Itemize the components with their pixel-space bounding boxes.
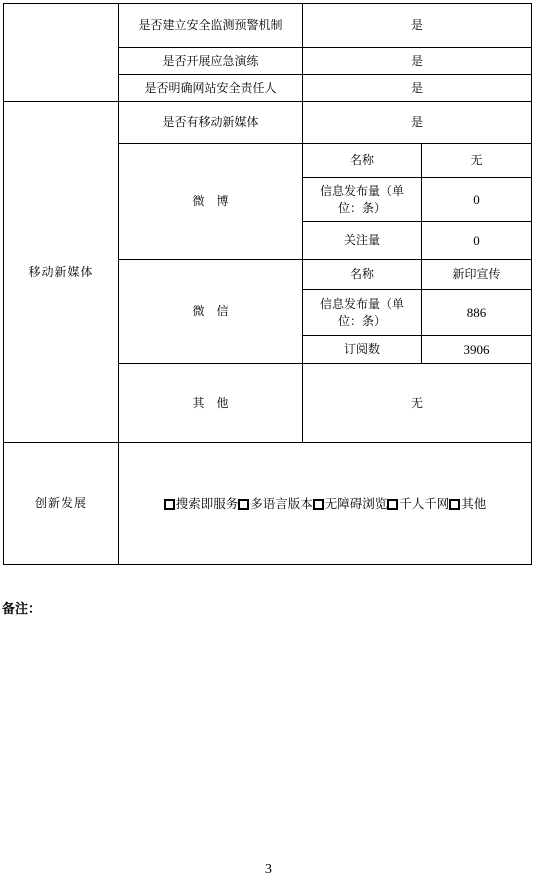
checkbox[interactable] <box>313 499 324 510</box>
weibo-posts-value: 0 <box>422 178 532 222</box>
wechat-name-label: 名称 <box>303 260 422 290</box>
row-label: 是否有移动新媒体 <box>119 102 303 144</box>
row-label: 是否建立安全监测预警机制 <box>119 4 303 48</box>
other-value: 无 <box>303 364 532 443</box>
wechat-posts-label: 信息发布量（单位：条） <box>303 290 422 336</box>
wechat-subs-value: 3906 <box>422 336 532 364</box>
wechat-label: 微 信 <box>119 260 303 364</box>
other-label: 其 他 <box>119 364 303 443</box>
weibo-posts-label: 信息发布量（单位：条） <box>303 178 422 222</box>
row-label: 是否开展应急演练 <box>119 48 303 75</box>
innovation-label: 创新发展 <box>4 443 119 565</box>
row-value: 是 <box>303 102 532 144</box>
option-other[interactable]: 其他 <box>449 496 486 511</box>
weibo-label: 微 博 <box>119 144 303 260</box>
checkbox[interactable] <box>387 499 398 510</box>
innovation-options <box>119 443 532 565</box>
media-section-label: 移动新媒体 <box>4 102 119 443</box>
empty-category-cell <box>4 4 119 102</box>
option-accessibility[interactable]: 无障碍浏览 <box>313 496 388 511</box>
row-value: 是 <box>303 48 532 75</box>
option-personalized[interactable]: 千人千网 <box>387 496 449 511</box>
info-table <box>3 3 532 565</box>
remark-label: 备注： <box>2 602 42 617</box>
wechat-subs-label: 订阅数 <box>303 336 422 364</box>
row-value: 是 <box>303 4 532 48</box>
page-number: 3 <box>265 862 272 877</box>
checkbox[interactable] <box>238 499 249 510</box>
row-value: 是 <box>303 75 532 102</box>
wechat-posts-value: 886 <box>422 290 532 336</box>
table-row <box>4 102 532 144</box>
option-multilingual[interactable]: 多语言版本 <box>238 496 313 511</box>
checkbox[interactable] <box>449 499 460 510</box>
table-row <box>4 443 532 565</box>
weibo-follow-value: 0 <box>422 222 532 260</box>
checkbox[interactable] <box>164 499 175 510</box>
row-label: 是否明确网站安全责任人 <box>119 75 303 102</box>
option-search-service[interactable]: 搜索即服务 <box>164 496 239 511</box>
wechat-name-value: 新印宣传 <box>422 260 532 290</box>
table-row <box>4 4 532 48</box>
weibo-name-label: 名称 <box>303 144 422 178</box>
weibo-name-value: 无 <box>422 144 532 178</box>
weibo-follow-label: 关注量 <box>303 222 422 260</box>
